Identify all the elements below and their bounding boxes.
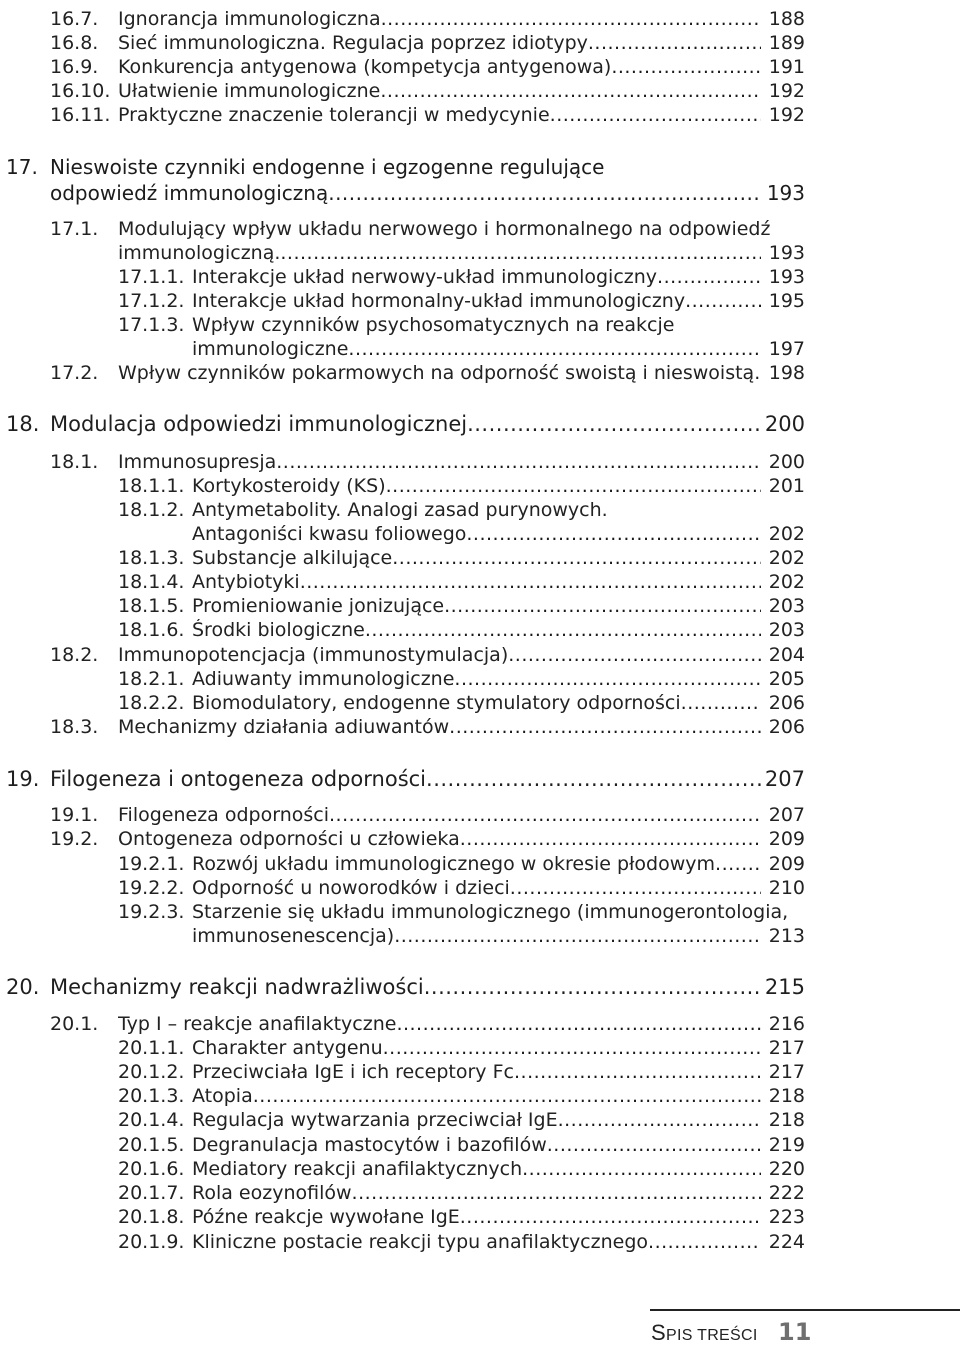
toc-entry-page: 188 bbox=[768, 8, 805, 30]
toc-entry-number: 19.2.3. bbox=[118, 901, 185, 923]
toc-entry-page: 202 bbox=[768, 547, 805, 569]
toc-entry-title: Rola eozynofilów bbox=[192, 1182, 352, 1204]
toc-entry-page: 217 bbox=[768, 1061, 805, 1083]
toc-entry-page: 217 bbox=[768, 1037, 805, 1059]
toc-entry-title: Modulujący wpływ układu nerwowego i hormonalnego na odpowiedź bbox=[118, 218, 771, 240]
toc-entry-page: 224 bbox=[768, 1231, 805, 1253]
leader-dots bbox=[380, 80, 761, 102]
toc-entry-leader-line bbox=[192, 547, 761, 569]
toc-entry-title: Późne reakcje wywołane IgE bbox=[192, 1206, 460, 1228]
toc-entry-number: 19. bbox=[6, 767, 40, 791]
toc-entry-title: Kortykosteroidy (KS) bbox=[192, 475, 386, 497]
toc-entry-number: 20.1.8. bbox=[118, 1206, 185, 1228]
toc-entry-title: Regulacja wytwarzania przeciwciał IgE bbox=[192, 1109, 558, 1131]
leader-dots bbox=[514, 1061, 761, 1083]
toc-entry-title: Antybiotyki bbox=[192, 571, 300, 593]
leader-dots bbox=[550, 104, 761, 126]
toc-entry-page: 204 bbox=[768, 644, 805, 666]
leader-dots bbox=[328, 181, 761, 205]
toc-entry-leader-line bbox=[118, 804, 761, 826]
toc-entry-leader-line bbox=[192, 1206, 761, 1228]
toc-entry-page: 207 bbox=[768, 804, 805, 826]
toc-entry-title: Ułatwienie immunologiczne bbox=[118, 80, 381, 102]
toc-entry-title: Wpływ czynników psychosomatycznych na reakcje bbox=[192, 314, 675, 336]
toc-entry-number: 16.10. bbox=[50, 80, 111, 102]
toc-entry-page: 223 bbox=[768, 1206, 805, 1228]
toc-entry-leader-line bbox=[118, 242, 761, 264]
toc-entry-number: 18.1. bbox=[50, 451, 99, 473]
toc-entry-title: Degranulacja mastocytów i bazofilów bbox=[192, 1134, 547, 1156]
toc-entry-title: Promieniowanie jonizujące bbox=[192, 595, 445, 617]
running-footer-title bbox=[651, 1320, 758, 1346]
toc-entry-title: Przeciwciała IgE i ich receptory Fc bbox=[192, 1061, 514, 1083]
toc-entry-title: Immunosupresja bbox=[118, 451, 277, 473]
toc-entry-number: 18.1.2. bbox=[118, 499, 185, 521]
leader-dots bbox=[365, 619, 761, 641]
leader-dots bbox=[685, 290, 761, 312]
leader-dots bbox=[510, 877, 761, 899]
leader-dots bbox=[454, 668, 761, 690]
toc-entry-number: 20.1.4. bbox=[118, 1109, 185, 1131]
leader-dots bbox=[394, 925, 761, 947]
toc-entry-leader-line bbox=[192, 1061, 761, 1083]
toc-entry-page: 220 bbox=[768, 1158, 805, 1180]
toc-entry-number: 18.1.1. bbox=[118, 475, 185, 497]
toc-entry-page: 193 bbox=[766, 181, 805, 205]
toc-entry-leader-line bbox=[192, 266, 761, 288]
toc-entry-title: Ignorancja immunologiczna bbox=[118, 8, 381, 30]
toc-entry-title: Ontogeneza odporności u człowieka bbox=[118, 828, 460, 850]
toc-entry-title: Filogeneza i ontogeneza odporności bbox=[50, 767, 427, 791]
toc-entry-page: 191 bbox=[768, 56, 805, 78]
toc-entry-page: 215 bbox=[764, 975, 805, 999]
footer-title-cap: S bbox=[651, 1320, 666, 1345]
toc-entry-number: 20.1.2. bbox=[118, 1061, 185, 1083]
toc-entry-leader-line bbox=[118, 1013, 761, 1035]
toc-entry-leader-line bbox=[118, 104, 761, 126]
toc-entry-leader-line bbox=[118, 451, 761, 473]
toc-entry-number: 19.2. bbox=[50, 828, 99, 850]
leader-dots bbox=[386, 475, 761, 497]
leader-dots bbox=[444, 595, 761, 617]
toc-entry-page: 206 bbox=[768, 716, 805, 738]
toc-entry-number: 18.1.4. bbox=[118, 571, 185, 593]
toc-entry-number: 17.1.1. bbox=[118, 266, 185, 288]
toc-entry-page: 209 bbox=[768, 853, 805, 875]
toc-entry-leader-line bbox=[192, 1134, 761, 1156]
toc-entry-title-continuation: immunologiczne bbox=[192, 338, 349, 360]
toc-entry-title: Atopia bbox=[192, 1085, 253, 1107]
toc-entry-leader-line bbox=[192, 475, 761, 497]
toc-entry-page: 197 bbox=[768, 338, 805, 360]
toc-entry-title: Immunopotencjacja (immunostymulacja) bbox=[118, 644, 509, 666]
toc-entry-leader-line bbox=[118, 716, 761, 738]
toc-entry-title: Substancje alkilujące bbox=[192, 547, 393, 569]
toc-entry-number: 18.3. bbox=[50, 716, 99, 738]
toc-entry-number: 17.1. bbox=[50, 218, 99, 240]
toc-entry-number: 16.9. bbox=[50, 56, 99, 78]
toc-entry-title: Wpływ czynników pokarmowych na odporność swoistą i nieswoistą bbox=[118, 362, 755, 384]
toc-entry-page: 202 bbox=[768, 571, 805, 593]
toc-entry-number: 16.7. bbox=[50, 8, 99, 30]
toc-entry-title-continuation: odpowiedź immunologiczną bbox=[50, 181, 329, 205]
toc-entry-title: Modulacja odpowiedzi immunologicznej bbox=[50, 412, 468, 436]
leader-dots bbox=[396, 1013, 761, 1035]
toc-entry-title: Starzenie się układu immunologicznego (immunogerontologia, bbox=[192, 901, 789, 923]
toc-entry-leader-line bbox=[192, 1037, 761, 1059]
toc-entry-leader-line bbox=[50, 767, 761, 791]
toc-entry-title: Mechanizmy działania adiuwantów bbox=[118, 716, 450, 738]
toc-entry-leader-line bbox=[192, 1182, 761, 1204]
toc-entry-number: 17.2. bbox=[50, 362, 99, 384]
toc-entry-title: Biomodulatory, endogenne stymulatory odporności bbox=[192, 692, 681, 714]
toc-entry-leader-line bbox=[118, 32, 761, 54]
toc-entry-title: Filogeneza odporności bbox=[118, 804, 330, 826]
toc-entry-leader-line bbox=[192, 1109, 761, 1131]
toc-entry-page: 198 bbox=[768, 362, 805, 384]
toc-entry-page: 213 bbox=[768, 925, 805, 947]
toc-entry-leader-line bbox=[192, 1085, 761, 1107]
toc-entry-number: 18.1.3. bbox=[118, 547, 185, 569]
toc-entry-page: 193 bbox=[768, 266, 805, 288]
toc-entry-title: Konkurencja antygenowa (kompetycja antygenowa) bbox=[118, 56, 612, 78]
footer-page-number: 11 bbox=[778, 1318, 812, 1346]
leader-dots bbox=[449, 716, 761, 738]
toc-entry-number: 17.1.3. bbox=[118, 314, 185, 336]
toc-entry-page: 189 bbox=[768, 32, 805, 54]
toc-entry-title: Antymetabolity. Analogi zasad purynowych. bbox=[192, 499, 608, 521]
toc-entry-title: Sieć immunologiczna. Regulacja poprzez idiotypy bbox=[118, 32, 588, 54]
toc-entry-number: 18.1.6. bbox=[118, 619, 185, 641]
leader-dots bbox=[467, 412, 761, 436]
toc-entry-leader-line bbox=[192, 1158, 761, 1180]
toc-entry-number: 19.1. bbox=[50, 804, 99, 826]
leader-dots bbox=[466, 523, 761, 545]
toc-entry-leader-line bbox=[192, 290, 761, 312]
leader-dots bbox=[558, 1109, 761, 1131]
leader-dots bbox=[547, 1134, 761, 1156]
toc-entry-number: 20.1.9. bbox=[118, 1231, 185, 1253]
leader-dots bbox=[460, 1206, 761, 1228]
toc-entry-number: 18.2.1. bbox=[118, 668, 185, 690]
footer-rule bbox=[650, 1309, 960, 1311]
leader-dots bbox=[253, 1085, 761, 1107]
toc-entry-number: 16.8. bbox=[50, 32, 99, 54]
toc-entry-page: 219 bbox=[768, 1134, 805, 1156]
leader-dots bbox=[754, 362, 761, 384]
toc-entry-leader-line bbox=[50, 412, 761, 436]
toc-entry-title: Interakcje układ nerwowy-układ immunologiczny bbox=[192, 266, 658, 288]
leader-dots bbox=[460, 828, 761, 850]
toc-entry-number: 18. bbox=[6, 412, 40, 436]
leader-dots bbox=[715, 853, 761, 875]
toc-entry-number: 19.2.2. bbox=[118, 877, 185, 899]
toc-entry-title: Kliniczne postacie reakcji typu anafilaktycznego bbox=[192, 1231, 649, 1253]
leader-dots bbox=[348, 338, 761, 360]
toc-entry-page: 195 bbox=[768, 290, 805, 312]
footer-title-rest: PIS TREŚCI bbox=[665, 1327, 758, 1344]
leader-dots bbox=[352, 1182, 761, 1204]
toc-entry-page: 206 bbox=[768, 692, 805, 714]
toc-entry-leader-line bbox=[192, 595, 761, 617]
leader-dots bbox=[383, 1037, 761, 1059]
toc-entry-title-continuation: immunosenescencja) bbox=[192, 925, 395, 947]
toc-entry-leader-line bbox=[192, 668, 761, 690]
toc-entry-leader-line bbox=[192, 523, 761, 545]
toc-entry-leader-line bbox=[192, 877, 761, 899]
toc-entry-leader-line bbox=[192, 619, 761, 641]
toc-entry-leader-line bbox=[192, 925, 761, 947]
toc-entry-leader-line bbox=[50, 181, 761, 205]
leader-dots bbox=[276, 451, 761, 473]
toc-entry-title: Interakcje układ hormonalny-układ immunologiczny bbox=[192, 290, 686, 312]
leader-dots bbox=[392, 547, 761, 569]
toc-entry-title: Odporność u noworodków i dzieci bbox=[192, 877, 510, 899]
toc-entry-page: 205 bbox=[768, 668, 805, 690]
toc-entry-page: 218 bbox=[768, 1109, 805, 1131]
toc-entry-leader-line bbox=[118, 80, 761, 102]
leader-dots bbox=[381, 8, 761, 30]
toc-entry-number: 18.1.5. bbox=[118, 595, 185, 617]
toc-entry-title: Adiuwanty immunologiczne bbox=[192, 668, 455, 690]
toc-entry-page: 203 bbox=[768, 619, 805, 641]
toc-entry-title: Praktyczne znaczenie tolerancji w medycynie bbox=[118, 104, 550, 126]
toc-entry-leader-line bbox=[118, 362, 761, 384]
toc-entry-number: 20. bbox=[6, 975, 40, 999]
toc-entry-title: Mediatory reakcji anafilaktycznych bbox=[192, 1158, 523, 1180]
toc-entry-number: 16.11. bbox=[50, 104, 111, 126]
toc-entry-page: 209 bbox=[768, 828, 805, 850]
toc-entry-leader-line bbox=[192, 571, 761, 593]
toc-entry-leader-line bbox=[192, 692, 761, 714]
leader-dots bbox=[424, 975, 761, 999]
toc-entry-leader-line bbox=[118, 828, 761, 850]
toc-entry-page: 200 bbox=[768, 451, 805, 473]
toc-entry-leader-line bbox=[118, 56, 761, 78]
toc-entry-number: 20.1.5. bbox=[118, 1134, 185, 1156]
toc-entry-page: 192 bbox=[768, 80, 805, 102]
toc-entry-number: 20.1.7. bbox=[118, 1182, 185, 1204]
toc-entry-page: 203 bbox=[768, 595, 805, 617]
leader-dots bbox=[508, 644, 761, 666]
toc-entry-leader-line bbox=[50, 975, 761, 999]
leader-dots bbox=[280, 242, 761, 264]
leader-dots bbox=[522, 1158, 761, 1180]
toc-entry-page: 200 bbox=[764, 412, 805, 436]
toc-entry-number: 17.1.2. bbox=[118, 290, 185, 312]
toc-entry-title: Nieswoiste czynniki endogenne i egzogenne regulujące bbox=[50, 155, 605, 179]
leader-dots bbox=[657, 266, 761, 288]
toc-entry-number: 20.1.1. bbox=[118, 1037, 185, 1059]
leader-dots bbox=[681, 692, 761, 714]
toc-entry-leader-line bbox=[192, 338, 761, 360]
toc-entry-number: 20.1.3. bbox=[118, 1085, 185, 1107]
toc-entry-title: Rozwój układu immunologicznego w okresie płodowym bbox=[192, 853, 716, 875]
toc-entry-leader-line bbox=[118, 644, 761, 666]
toc-entry-page: 207 bbox=[764, 767, 805, 791]
leader-dots bbox=[426, 767, 761, 791]
toc-entry-title: Typ I – reakcje anafilaktyczne bbox=[118, 1013, 397, 1035]
toc-entry-leader-line bbox=[118, 8, 761, 30]
toc-entry-page: 192 bbox=[768, 104, 805, 126]
toc-entry-page: 202 bbox=[768, 523, 805, 545]
toc-entry-number: 19.2.1. bbox=[118, 853, 185, 875]
toc-entry-number: 17. bbox=[6, 155, 38, 179]
toc-entry-page: 201 bbox=[768, 475, 805, 497]
leader-dots bbox=[611, 56, 761, 78]
toc-entry-number: 18.2.2. bbox=[118, 692, 185, 714]
toc-entry-page: 218 bbox=[768, 1085, 805, 1107]
leader-dots bbox=[588, 32, 761, 54]
leader-dots bbox=[300, 571, 761, 593]
toc-entry-leader-line bbox=[192, 1231, 761, 1253]
toc-entry-page: 216 bbox=[768, 1013, 805, 1035]
leader-dots bbox=[329, 804, 761, 826]
toc-entry-page: 193 bbox=[768, 242, 805, 264]
toc-entry-leader-line bbox=[192, 853, 761, 875]
toc-entry-number: 18.2. bbox=[50, 644, 99, 666]
toc-entry-title: Charakter antygenu bbox=[192, 1037, 383, 1059]
toc-entry-title-continuation: Antagoniści kwasu foliowego bbox=[192, 523, 467, 545]
toc-entry-title: Mechanizmy reakcji nadwrażliwości bbox=[50, 975, 424, 999]
toc-entry-page: 222 bbox=[768, 1182, 805, 1204]
toc-entry-number: 20.1. bbox=[50, 1013, 99, 1035]
toc-entry-title-continuation: immunologiczną. bbox=[118, 242, 281, 264]
toc-entry-page: 210 bbox=[768, 877, 805, 899]
toc-entry-number: 20.1.6. bbox=[118, 1158, 185, 1180]
leader-dots bbox=[648, 1231, 761, 1253]
toc-entry-title: Środki biologiczne bbox=[192, 619, 365, 641]
